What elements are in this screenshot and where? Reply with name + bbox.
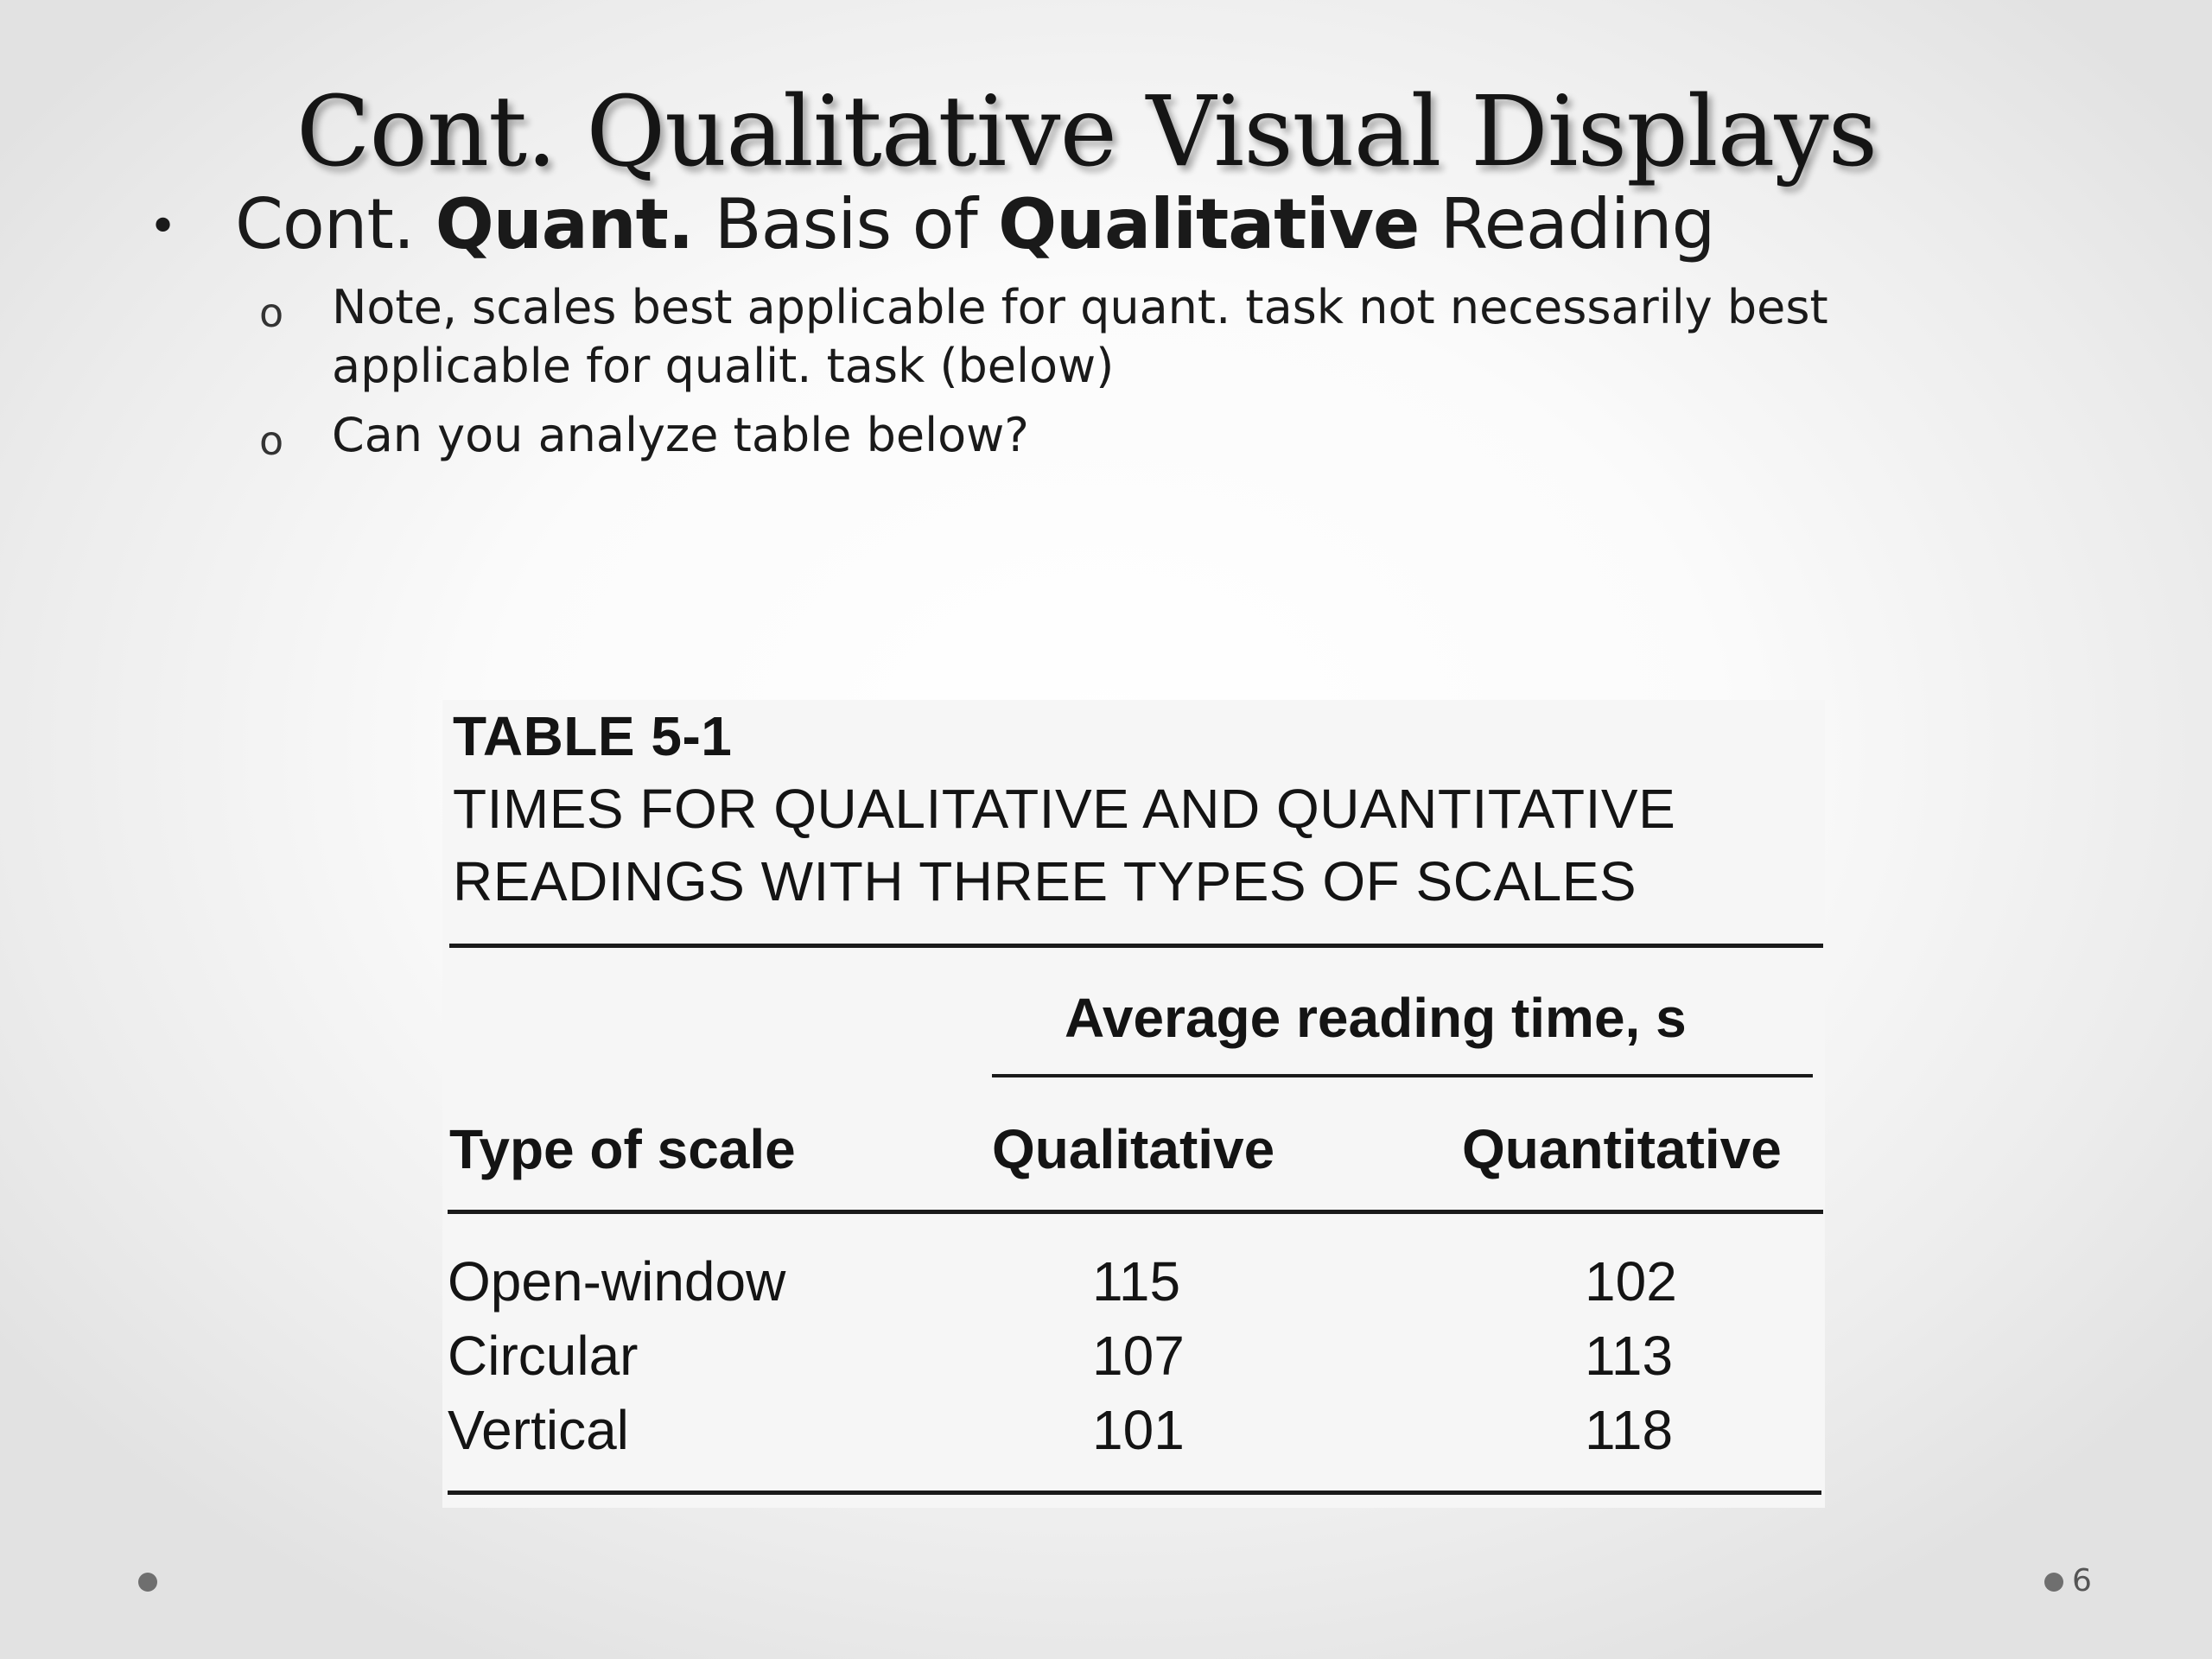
table-caption-line-1: TIMES FOR QUALITATIVE AND QUANTITATIVE (453, 778, 1676, 840)
table-row (442, 1393, 1825, 1467)
cell-qualitative: 107 (1092, 1325, 1185, 1387)
table-row (442, 1319, 1825, 1393)
page-number: 6 (2072, 1563, 2092, 1599)
sub-bullet-marker: o (259, 417, 284, 464)
bullet-text-3: Reading (1419, 184, 1715, 264)
cell-scale: Open-window (448, 1250, 786, 1313)
sub-bullet-note-line-2: applicable for qualit. task (below) (332, 339, 1115, 393)
cell-scale: Vertical (448, 1399, 629, 1461)
table-row (442, 1244, 1825, 1319)
next-slide-dot[interactable] (2044, 1573, 2063, 1592)
cell-qualitative: 101 (1092, 1399, 1185, 1461)
group-header-rule (992, 1074, 1813, 1077)
column-header-qualitative: Qualitative (992, 1118, 1275, 1180)
sub-bullet-note-line-1: Note, scales best applicable for quant. task not necessarily best (332, 280, 1828, 334)
cell-scale: Circular (448, 1325, 639, 1387)
sub-bullet-marker: o (259, 289, 284, 336)
table-caption-line-2: READINGS WITH THREE TYPES OF SCALES (453, 850, 1637, 912)
bullet-text-1: Cont. (235, 184, 435, 264)
bullet-text-qualitative: Qualitative (998, 184, 1420, 264)
bullet-text-quant: Quant. (435, 184, 694, 264)
header-rule (448, 1210, 1823, 1214)
sub-bullet-question-line-1: Can you analyze table below? (332, 408, 1029, 462)
table-bottom-rule (448, 1491, 1821, 1495)
slide-title: Cont. Qualitative Visual Displays (296, 76, 1878, 188)
previous-slide-dot[interactable] (138, 1573, 157, 1592)
group-header: Average reading time, s (1065, 987, 1687, 1049)
table-top-rule (449, 944, 1823, 948)
main-bullet (149, 180, 1714, 272)
table-scan (442, 700, 1825, 1508)
cell-quantitative: 113 (1585, 1325, 1674, 1387)
cell-quantitative: 102 (1585, 1250, 1677, 1313)
bullet-marker: • (149, 199, 177, 255)
cell-quantitative: 118 (1585, 1399, 1674, 1461)
cell-qualitative: 115 (1092, 1250, 1181, 1313)
column-header-scale: Type of scale (449, 1118, 796, 1180)
column-header-quantitative: Quantitative (1462, 1118, 1782, 1180)
table-id: TABLE 5-1 (453, 705, 733, 767)
bullet-text-2: Basis of (693, 184, 999, 264)
